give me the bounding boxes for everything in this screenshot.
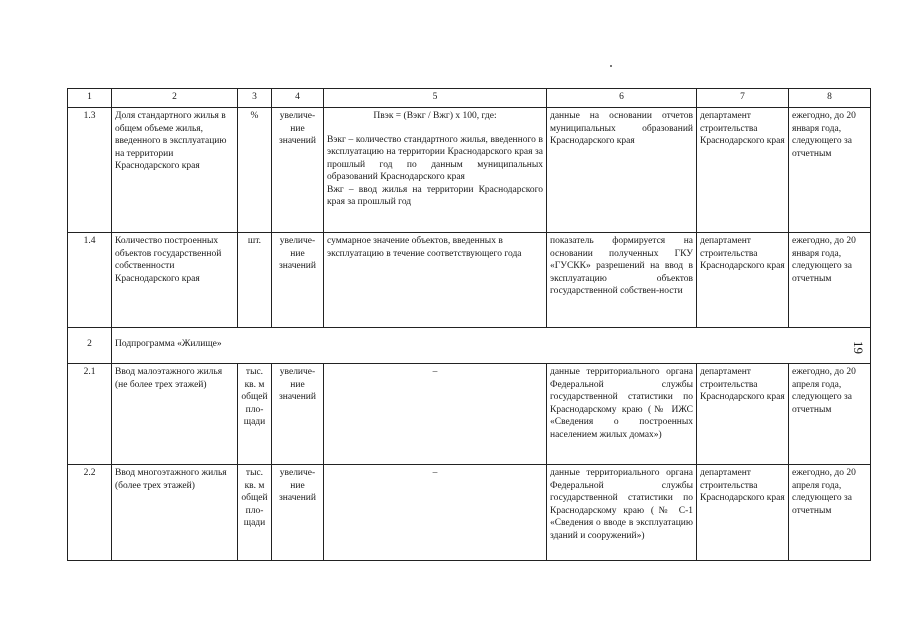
method-cell: – bbox=[324, 465, 547, 561]
period-cell: ежегодно, до 20 апреля года, следующего за отчетным bbox=[789, 465, 871, 561]
formula: Пвэк = (Вэкг / Вжг) х 100, где: bbox=[373, 111, 497, 121]
row-number: 1.3 bbox=[68, 108, 112, 233]
subprogram-row bbox=[68, 328, 871, 364]
method-cell: – bbox=[324, 364, 547, 465]
source-cell: данные территориального органа Федеральной службы государственной статистики по Краснодарскому краю (№ С-1 «Сведения о вводе в эксплуатацию зданий и сооружений») bbox=[547, 465, 697, 561]
department-cell: департамент строительства Краснодарского края bbox=[697, 108, 789, 233]
department-cell: департамент строительства Краснодарского края bbox=[697, 364, 789, 465]
department-cell: департамент строительства Краснодарского края bbox=[697, 233, 789, 328]
column-header: 8 bbox=[789, 89, 871, 108]
unit-cell: шт. bbox=[238, 233, 272, 328]
subprogram-title: Подпрограмма «Жилище» bbox=[112, 328, 871, 364]
period-cell: ежегодно, до 20 января года, следующего за отчетным bbox=[789, 233, 871, 328]
column-header: 3 bbox=[238, 89, 272, 108]
row-number: 1.4 bbox=[68, 233, 112, 328]
formula-variable: Вэкг – количество стандартного жилья, введенного в эксплуатацию на территории Краснодарского края за прошлый год по данным муниципальных образований Краснодарского края bbox=[327, 134, 543, 182]
trend-cell: увеличе-ние значений bbox=[272, 364, 324, 465]
formula-variable: Вжг – ввод жилья на территории Краснодарского края за прошлый год bbox=[327, 184, 543, 207]
period-cell: ежегодно, до 20 апреля года, следующего за отчетным bbox=[789, 364, 871, 465]
scan-speck bbox=[610, 65, 612, 67]
trend-cell: увеличе-ние значений bbox=[272, 465, 324, 561]
row-number: 2.2 bbox=[68, 465, 112, 561]
indicator-name: Ввод многоэтажного жилья (более трех этажей) bbox=[112, 465, 238, 561]
unit-cell: % bbox=[238, 108, 272, 233]
trend-cell: увеличе-ние значений bbox=[272, 233, 324, 328]
column-header: 4 bbox=[272, 89, 324, 108]
source-cell: данные на основании отчетов муниципальных образований Краснодарского края bbox=[547, 108, 697, 233]
method-cell: суммарное значение объектов, введенных в эксплуатацию в течение соответствующего года bbox=[324, 233, 547, 328]
indicators-table bbox=[67, 88, 871, 561]
trend-cell: увеличе-ние значений bbox=[272, 108, 324, 233]
column-number-row bbox=[68, 89, 871, 108]
column-header: 2 bbox=[112, 89, 238, 108]
method-cell bbox=[324, 108, 547, 233]
table-row bbox=[68, 233, 871, 328]
unit-cell: тыс. кв. м общей пло-щади bbox=[238, 465, 272, 561]
column-header: 7 bbox=[697, 89, 789, 108]
period-cell: ежегодно, до 20 января года, следующего за отчетным bbox=[789, 108, 871, 233]
table-row bbox=[68, 465, 871, 561]
page-number: 19 bbox=[851, 341, 866, 354]
row-number: 2 bbox=[68, 328, 112, 364]
indicator-name: Количество построенных объектов государственной собственности Краснодарского края bbox=[112, 233, 238, 328]
unit-cell: тыс. кв. м общей пло-щади bbox=[238, 364, 272, 465]
department-cell: департамент строительства Краснодарского края bbox=[697, 465, 789, 561]
source-cell: данные территориального органа Федеральной службы государственной статистики по Краснодарскому краю (№ ИЖС «Сведения о построенных населением жилых домах») bbox=[547, 364, 697, 465]
indicator-name: Ввод малоэтажного жилья (не более трех этажей) bbox=[112, 364, 238, 465]
indicator-name: Доля стандартного жилья в общем объеме жилья, введенного в эксплуатацию на территории Краснодарского края bbox=[112, 108, 238, 233]
column-header: 1 bbox=[68, 89, 112, 108]
column-header: 6 bbox=[547, 89, 697, 108]
source-cell: показатель формируется на основании полученных ГКУ «ГУСКК» разрешений на ввод в эксплуатацию объектов государственной собствен-ности bbox=[547, 233, 697, 328]
table-row bbox=[68, 364, 871, 465]
column-header: 5 bbox=[324, 89, 547, 108]
row-number: 2.1 bbox=[68, 364, 112, 465]
table-row bbox=[68, 108, 871, 233]
